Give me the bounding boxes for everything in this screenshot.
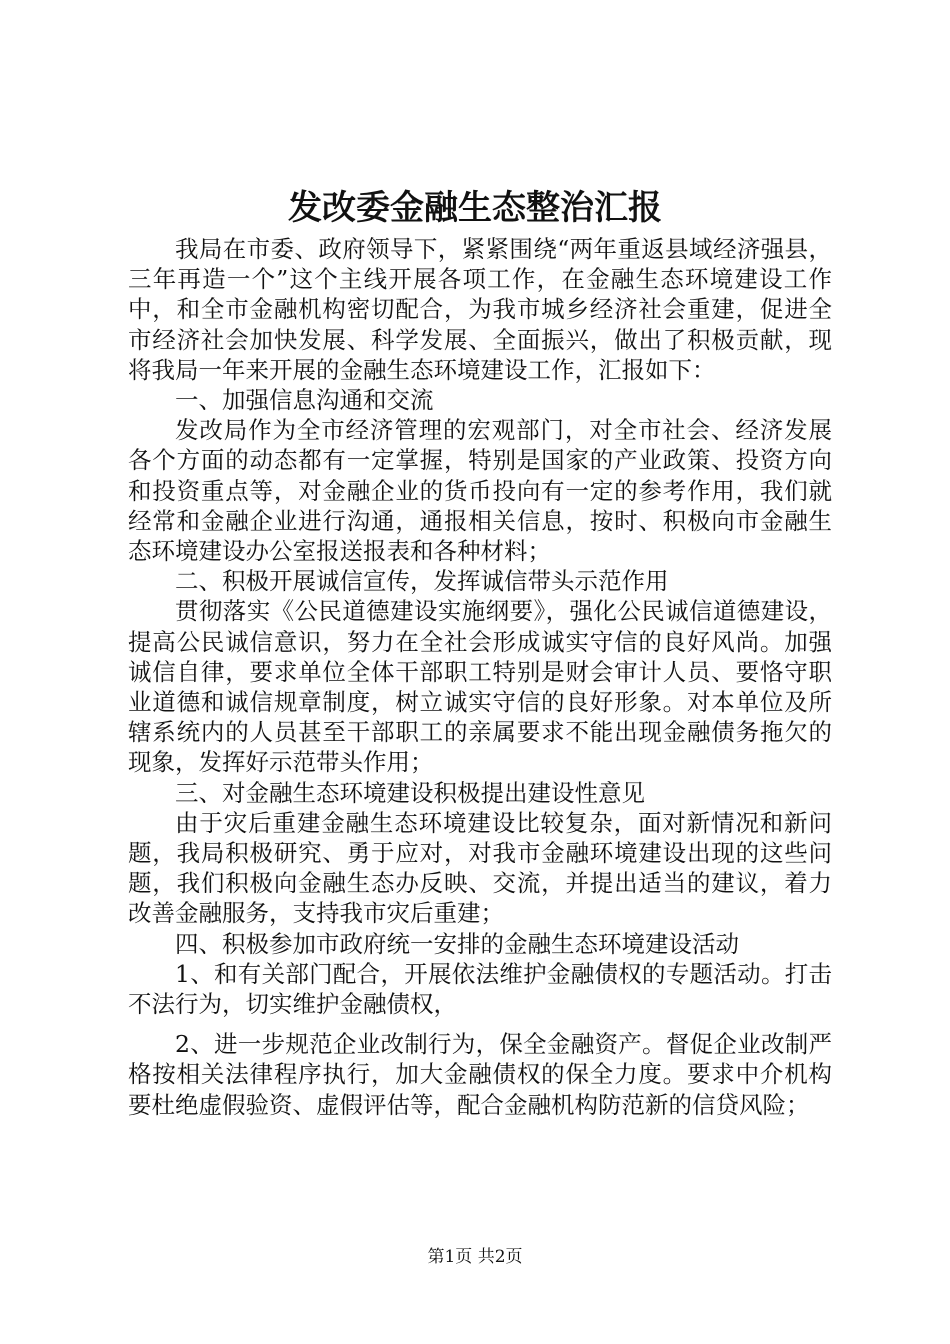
page-number-footer: 第1页 共2页 — [427, 1247, 523, 1267]
document-body — [128, 234, 832, 1120]
section-heading-3: 三、对金融生态环境建设积极提出建设性意见 — [175, 778, 645, 807]
section-heading-1: 一、加强信息沟通和交流 — [175, 386, 434, 415]
section-heading-4: 四、积极参加市政府统一安排的金融生态环境建设活动 — [175, 929, 739, 958]
intro-paragraph: 我局在市委、政府领导下，紧紧围绕“两年重返县域经济强县，三年再造一个”这个主线开展各项工作，在金融生态环境建设工作中，和全市金融机构密切配合，为我市城乡经济社会重建，促进全市经济社会加快发展、科学发展、全面振兴，做出了积极贡献，现将我局一年来开展的金融生态环境建设工作，汇报如下： — [128, 235, 832, 384]
document-title: 发改委金融生态整治汇报 — [288, 188, 662, 228]
section-paragraph-1: 发改局作为全市经济管理的宏观部门，对全市社会、经济发展各个方面的动态都有一定掌握，特别是国家的产业政策、投资方向和投资重点等，对金融企业的货币投向有一定的参考作用，我们就经常和金融企业进行沟通，通报相关信息，按时、积极向市金融生态环境建设办公室报送报表和各种材料； — [128, 416, 832, 566]
section-item-1: 1、和有关部门配合，开展依法维护金融债权的专题活动。打击不法行为，切实维护金融债权， — [128, 959, 832, 1019]
section-heading-2: 二、积极开展诚信宣传，发挥诚信带头示范作用 — [175, 567, 669, 596]
section-paragraph-3: 由于灾后重建金融生态环境建设比较复杂，面对新情况和新问题，我局积极研究、勇于应对，对我市金融环境建设出现的这些问题，我们积极向金融生态办反映、交流，并提出适当的建议，着力改善金融服务，支持我市灾后重建； — [128, 808, 832, 928]
section-item-2: 2、进一步规范企业改制行为，保全金融资产。督促企业改制严格按相关法律程序执行，加大金融债权的保全力度。要求中介机构要杜绝虚假验资、虚假评估等，配合金融机构防范新的信贷风险； — [128, 1030, 832, 1119]
section-paragraph-2: 贯彻落实《公民道德建设实施纲要》，强化公民诚信道德建设，提高公民诚信意识，努力在全社会形成诚实守信的良好风尚。加强诚信自律，要求单位全体干部职工特别是财会审计人员、要恪守职业道德和诚信规章制度，树立诚实守信的良好形象。对本单位及所辖系统内的人员甚至干部职工的亲属要求不能出现金融债务拖欠的现象，发挥好示范带头作用； — [128, 597, 832, 777]
